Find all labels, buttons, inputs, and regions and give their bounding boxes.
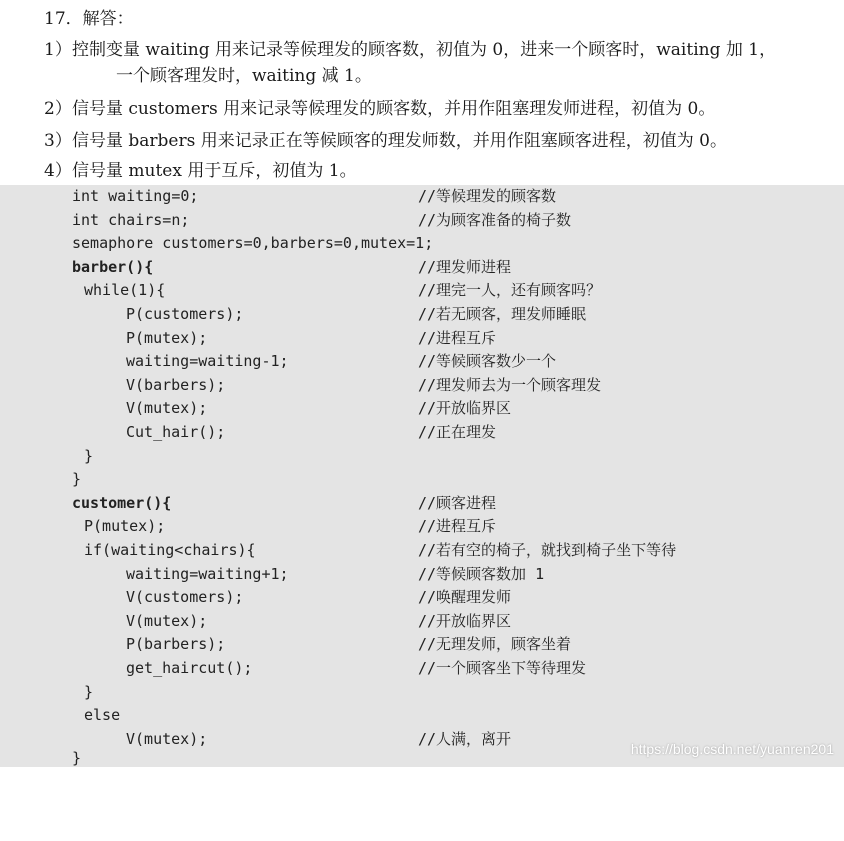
item-number: 3） — [44, 131, 72, 151]
code-comment: //进程互斥 — [418, 517, 497, 536]
code-line — [0, 303, 844, 327]
code-comment: //等候顾客数少一个 — [418, 352, 557, 371]
item-number: 4） — [44, 161, 72, 181]
code-comment: //正在理发 — [418, 423, 497, 441]
code-text: } — [72, 470, 82, 489]
code-line — [0, 468, 844, 492]
answer-item-2 — [44, 96, 715, 122]
code-line — [0, 374, 844, 398]
item-text: 控制变量 waiting 用来记录等候理发的顾客数，初值为 0，进来一个顾客时，waiting 加 1， — [72, 40, 777, 60]
code-line — [0, 445, 844, 469]
code-comment: //顾客进程 — [418, 493, 497, 512]
code-text: customer(){ — [72, 493, 172, 512]
code-comment: //人满，离开 — [418, 729, 512, 748]
code-text: P(barbers); — [126, 635, 226, 654]
code-text: V(customers); — [126, 588, 244, 607]
code-text: int chairs=n; — [72, 210, 190, 229]
code-line — [0, 185, 844, 209]
code-text: P(customers); — [126, 305, 244, 323]
code-comment: //若无顾客，理发师睡眠 — [418, 305, 587, 323]
item-text-continuation: 一个顾客理发时，waiting 减 1。 — [116, 66, 372, 86]
code-line — [0, 681, 844, 705]
code-comment: //唤醒理发师 — [418, 588, 512, 607]
code-line — [0, 327, 844, 351]
code-line — [0, 610, 844, 634]
code-line — [0, 515, 844, 539]
code-text: V(mutex); — [126, 399, 208, 418]
answer-item-3 — [44, 128, 727, 154]
code-text: while(1){ — [84, 281, 166, 300]
answer-item-1 — [44, 37, 777, 86]
answer-item-4 — [44, 158, 357, 184]
answer-heading: 17．解答： — [44, 9, 134, 29]
code-text: semaphore customers=0,barbers=0,mutex=1; — [72, 234, 434, 253]
code-comment: //一个顾客坐下等待理发 — [418, 659, 587, 677]
code-block — [0, 185, 844, 767]
code-comment: //等候理发的顾客数 — [418, 187, 557, 205]
code-text: P(mutex); — [126, 328, 208, 347]
code-text: get_haircut(); — [126, 659, 253, 677]
code-comment: //理发师进程 — [418, 257, 512, 276]
code-comment: //进程互斥 — [418, 328, 497, 347]
code-text: } — [84, 446, 94, 465]
code-line — [0, 350, 844, 374]
code-comment: //理完一人，还有顾客吗？ — [418, 281, 602, 300]
code-line — [0, 256, 844, 280]
code-comment: //为顾客准备的椅子数 — [418, 210, 572, 229]
code-text: } — [72, 749, 82, 767]
code-line — [0, 704, 844, 728]
item-number: 1） — [44, 40, 72, 60]
code-text: V(mutex); — [126, 729, 208, 748]
code-line — [0, 633, 844, 657]
code-line — [0, 539, 844, 563]
code-text: Cut_hair(); — [126, 423, 226, 441]
code-comment: //开放临界区 — [418, 399, 512, 418]
code-line — [0, 657, 844, 681]
code-line — [0, 492, 844, 516]
code-text: barber(){ — [72, 257, 154, 276]
code-text: V(mutex); — [126, 611, 208, 630]
code-comment: //无理发师，顾客坐着 — [418, 635, 572, 654]
code-line — [0, 232, 844, 256]
code-text: int waiting=0; — [72, 187, 199, 205]
code-line — [0, 279, 844, 303]
item-text: 信号量 barbers 用来记录正在等候顾客的理发师数，并用作阻塞顾客进程，初值为 0。 — [72, 131, 727, 151]
code-line — [0, 421, 844, 445]
code-line — [0, 397, 844, 421]
source-watermark: https://blog.csdn.net/yuanren201 — [630, 741, 834, 757]
code-comment: //理发师去为一个顾客理发 — [418, 375, 602, 394]
code-text: } — [84, 682, 94, 701]
code-text: waiting=waiting+1; — [126, 564, 289, 583]
item-number: 2） — [44, 99, 72, 119]
code-text: V(barbers); — [126, 375, 226, 394]
code-line — [0, 209, 844, 233]
code-comment: //开放临界区 — [418, 611, 512, 630]
item-text: 信号量 customers 用来记录等候理发的顾客数，并用作阻塞理发师进程，初值为 0。 — [72, 99, 716, 119]
code-text: P(mutex); — [84, 517, 166, 536]
code-comment: //若有空的椅子，就找到椅子坐下等待 — [418, 541, 677, 559]
code-line — [0, 563, 844, 587]
code-text: else — [84, 706, 121, 725]
code-text: if(waiting<chairs){ — [84, 541, 256, 559]
item-text: 信号量 mutex 用于互斥，初值为 1。 — [72, 161, 357, 181]
answer-text-section — [0, 0, 844, 185]
code-text: waiting=waiting-1; — [126, 352, 289, 371]
code-comment: //等候顾客数加 1 — [418, 564, 545, 583]
code-line — [0, 586, 844, 610]
